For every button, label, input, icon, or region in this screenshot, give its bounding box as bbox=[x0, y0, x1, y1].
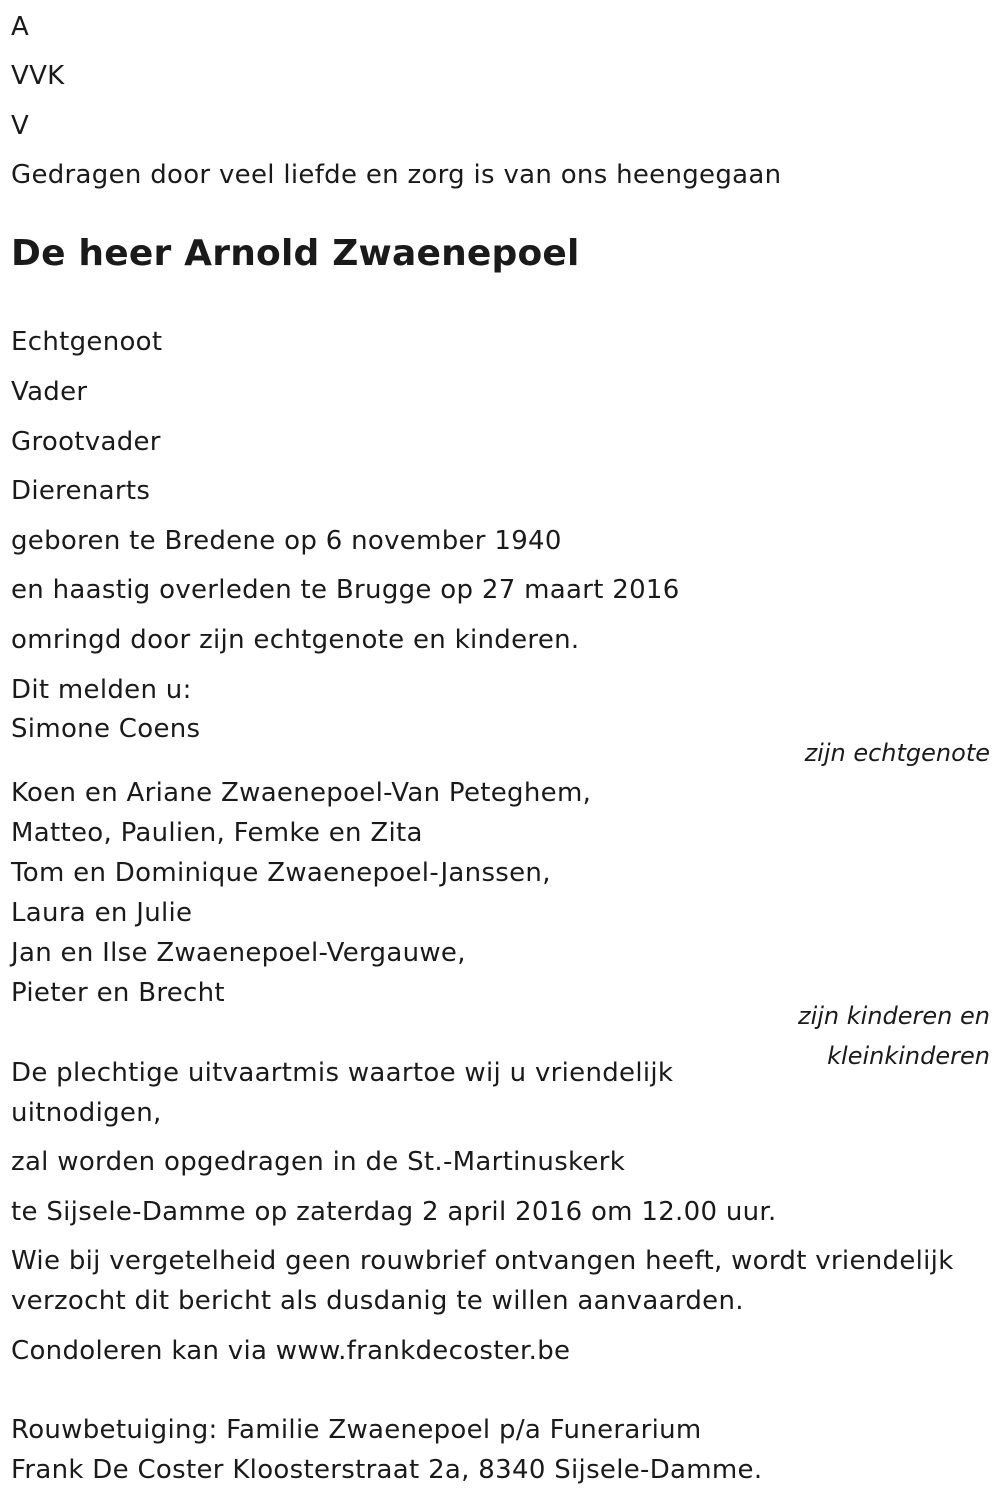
children-line: Tom en Dominique Zwaenepoel-Janssen, bbox=[11, 858, 551, 888]
death-text: en haastig overleden te Brugge op 27 maart 2016 bbox=[11, 575, 680, 605]
header-line-v: V bbox=[11, 111, 30, 141]
ceremony-line: De plechtige uitvaartmis waartoe wij u vriendelijk bbox=[11, 1058, 674, 1088]
address-line: Frank De Coster Kloosterstraat 2a, 8340 Sijsele-Damme. bbox=[11, 1455, 763, 1485]
surrounded-text: omringd door zijn echtgenote en kinderen. bbox=[11, 625, 580, 655]
children-line: Matteo, Paulien, Femke en Zita bbox=[11, 818, 423, 848]
header-line-vvk: VVK bbox=[11, 61, 65, 91]
role-father: Vader bbox=[11, 377, 88, 407]
children-line: Laura en Julie bbox=[11, 898, 193, 928]
ceremony-line: uitnodigen, bbox=[11, 1098, 162, 1128]
ceremony-line: zal worden opgedragen in de St.-Martinuskerk bbox=[11, 1147, 626, 1177]
announce-intro: Dit melden u: bbox=[11, 675, 192, 705]
children-line: Pieter en Brecht bbox=[11, 978, 225, 1008]
role-grandfather: Grootvader bbox=[11, 427, 161, 457]
intro-text: Gedragen door veel liefde en zorg is van ons heengegaan bbox=[11, 160, 782, 190]
ceremony-line: te Sijsele-Damme op zaterdag 2 april 2016 om 12.00 uur. bbox=[11, 1197, 777, 1227]
spouse-relation: zijn echtgenote bbox=[804, 739, 990, 767]
condolence-text: Condoleren kan via www.frankdecoster.be bbox=[11, 1336, 571, 1366]
children-relation-line2: kleinkinderen bbox=[827, 1042, 990, 1070]
role-profession: Dierenarts bbox=[11, 476, 151, 506]
header-line-a: A bbox=[11, 12, 30, 42]
deceased-name: De heer Arnold Zwaenepoel bbox=[11, 233, 580, 274]
children-line: Jan en Ilse Zwaenepoel-Vergauwe, bbox=[11, 938, 466, 968]
birth-text: geboren te Bredene op 6 november 1940 bbox=[11, 526, 562, 556]
children-line: Koen en Ariane Zwaenepoel-Van Peteghem, bbox=[11, 778, 592, 808]
notice-line: verzocht dit bericht als dusdanig te willen aanvaarden. bbox=[11, 1286, 744, 1316]
spouse-name: Simone Coens bbox=[11, 714, 201, 744]
address-line: Rouwbetuiging: Familie Zwaenepoel p/a Funerarium bbox=[11, 1415, 702, 1445]
children-relation-line1: zijn kinderen en bbox=[798, 1002, 990, 1030]
notice-line: Wie bij vergetelheid geen rouwbrief ontvangen heeft, wordt vriendelijk bbox=[11, 1246, 954, 1276]
role-spouse: Echtgenoot bbox=[11, 327, 163, 357]
